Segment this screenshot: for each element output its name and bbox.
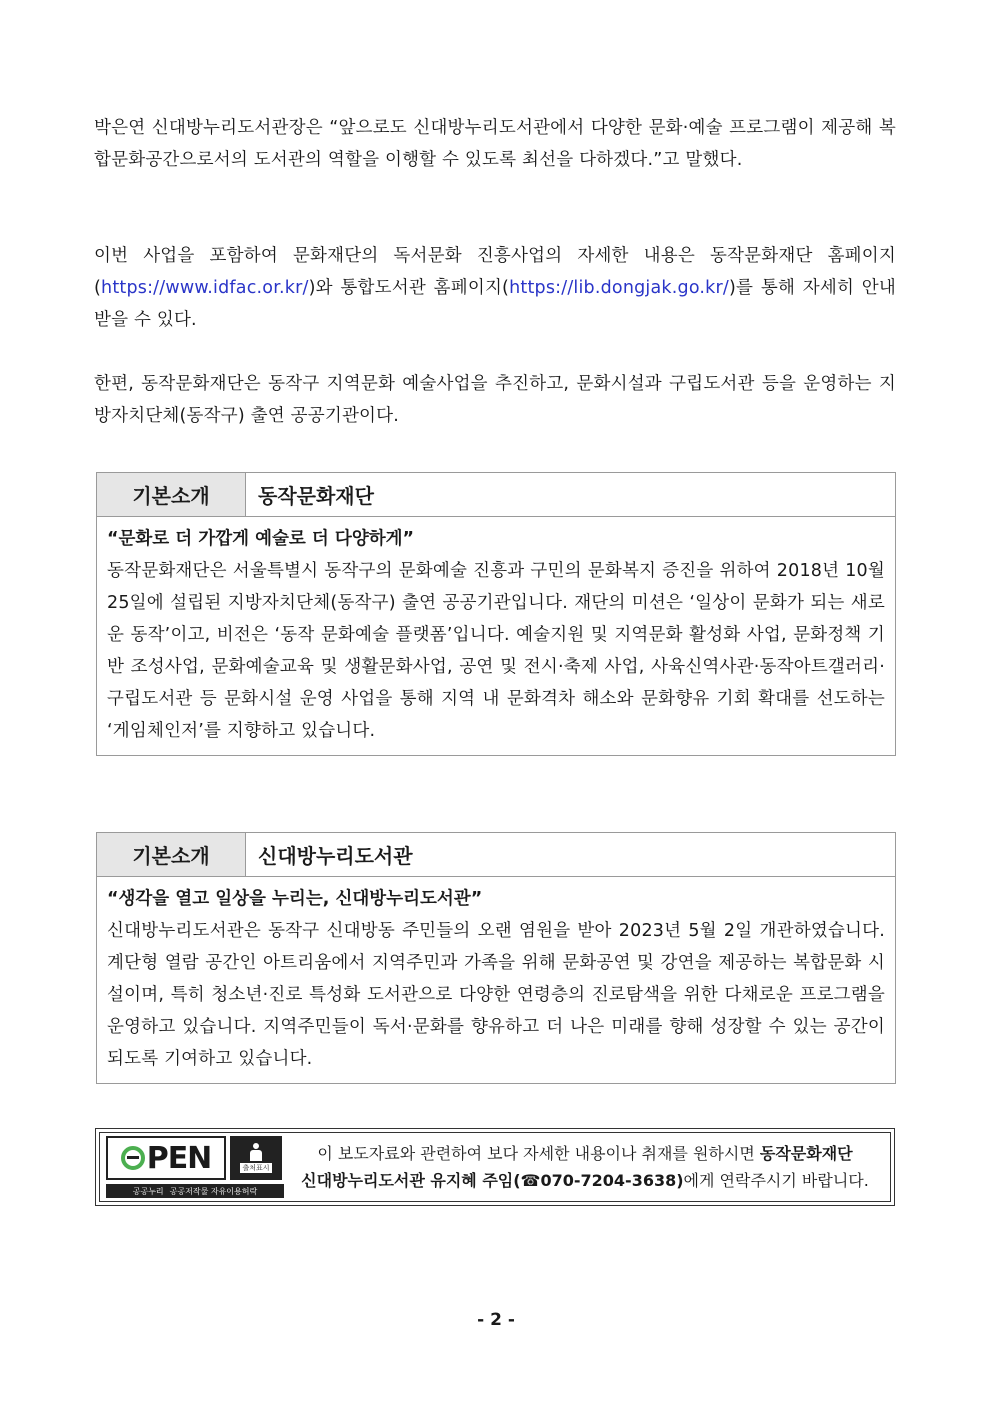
intro-box-header: [97, 833, 895, 877]
license-bar: [106, 1184, 284, 1198]
contact-box: [95, 1128, 895, 1206]
intro-box-text: 신대방누리도서관은 동작구 신대방동 주민들의 오랜 염원을 받아 2023년 5월 2일 개관하였습니다. 계단형 열람 공간인 아트리움에서 지역주민과 가족을 위해 문화공연 및 강연을 제공하는 복합문화 시설이며, 특히 청소년·진로 특성화 도서관으로 다양한 연령층의 진로탐색을 위한 다채로운 프로그램을 운영하고 있습니다. 지역주민들이 독서·문화를 향유하고 더 나은 미래를 향해 성장할 수 있는 공간이 되도록 기여하고 있습니다.: [107, 921, 885, 1069]
intro-box-label: 기본소개: [97, 833, 246, 876]
open-logo: [106, 1136, 226, 1180]
paragraph-info-text-a: 이번 사업을 포함하여 문화재단의 독서문화 진흥사업의 자세한 내용은 동작문화재단 홈페이지(: [94, 246, 896, 298]
contact-org: 동작문화재단: [759, 1144, 853, 1163]
person-icon: [249, 1143, 263, 1161]
kogl-license-logo: [106, 1136, 284, 1198]
contact-line-2: [284, 1167, 886, 1194]
intro-box-library: [96, 832, 896, 1084]
contact-line-2-text: 에게 연락주시기 바랍니다.: [683, 1171, 869, 1190]
intro-box-text: 동작문화재단은 서울특별시 동작구의 문화예술 진흥과 구민의 문화복지 증진을 위하여 2018년 10월 25일에 설립된 지방자치단체(동작구) 출연 공공기관입니다. 재단의 미션은 ‘일상이 문화가 되는 새로운 동작’이고, 비전은 ‘동작 문화예술 플랫폼’입니다. 예술지원 및 지역문화 활성화 사업, 문화정책 기반 조성사업, 문화예술교육 및 생활문화사업, 공연 및 전시·축제 사업, 사육신역사관·동작아트갤러리·구립도서관 등 문화시설 운영 사업을 통해 지역 내 문화격차 해소와 문화향유 기회 확대를 선도하는 ‘게임체인저’를 지향하고 있습니다.: [107, 561, 885, 741]
paragraph-quote: 박은연 신대방누리도서관장은 “앞으로도 신대방누리도서관에서 다양한 문화·예술 프로그램이 제공해 복합문화공간으로서의 도서관의 역할을 이행할 수 있도록 최선을 다하겠다.”고 말했다.: [94, 118, 896, 170]
intro-box-foundation: [96, 472, 896, 756]
attribution-label: 출처표시: [242, 1164, 270, 1172]
intro-box-body: [97, 517, 895, 755]
paragraph-foundation: 한편, 동작문화재단은 동작구 지역문화 예술사업을 추진하고, 문화시설과 구립도서관 등을 운영하는 지방자치단체(동작구) 출연 공공기관이다.: [94, 374, 896, 426]
intro-box-slogan: “생각을 열고 일상을 누리는, 신대방누리도서관”: [107, 889, 483, 909]
contact-person: 신대방누리도서관 유지혜 주임(☎070-7204-3638): [301, 1171, 684, 1190]
intro-box-header: [97, 473, 895, 517]
license-bar-left: 공공누리: [132, 1186, 164, 1196]
intro-box-title: 신대방누리도서관: [258, 844, 413, 868]
intro-box-title: 동작문화재단: [258, 484, 374, 508]
open-logo-text: PEN: [146, 1140, 212, 1176]
page-number: - 2 -: [477, 1310, 515, 1330]
idfac-link[interactable]: https://www.idfac.or.kr/: [101, 278, 309, 298]
license-bar-right: 공공저작물 자유이용허락: [169, 1186, 258, 1196]
intro-box-label: 기본소개: [97, 473, 246, 516]
paragraph-info-text-b: )와 통합도서관 홈페이지(: [308, 278, 510, 298]
paragraph-info: [94, 240, 896, 336]
intro-box-slogan: “문화로 더 가깝게 예술로 더 다양하게”: [107, 529, 415, 549]
paragraph-info-text-c: )를 통해 자세히 안내받을 수 있다.: [94, 278, 896, 330]
contact-line-1: [284, 1140, 886, 1167]
contact-line-1-text: 이 보도자료와 관련하여 보다 자세한 내용이나 취재를 원하시면: [317, 1144, 760, 1163]
attribution-icon: [230, 1136, 282, 1180]
library-link[interactable]: https://lib.dongjak.go.kr/: [509, 278, 730, 298]
contact-box-inner: [99, 1132, 891, 1202]
contact-text: [284, 1140, 890, 1194]
open-o-icon: [121, 1146, 145, 1170]
intro-box-body: [97, 877, 895, 1083]
